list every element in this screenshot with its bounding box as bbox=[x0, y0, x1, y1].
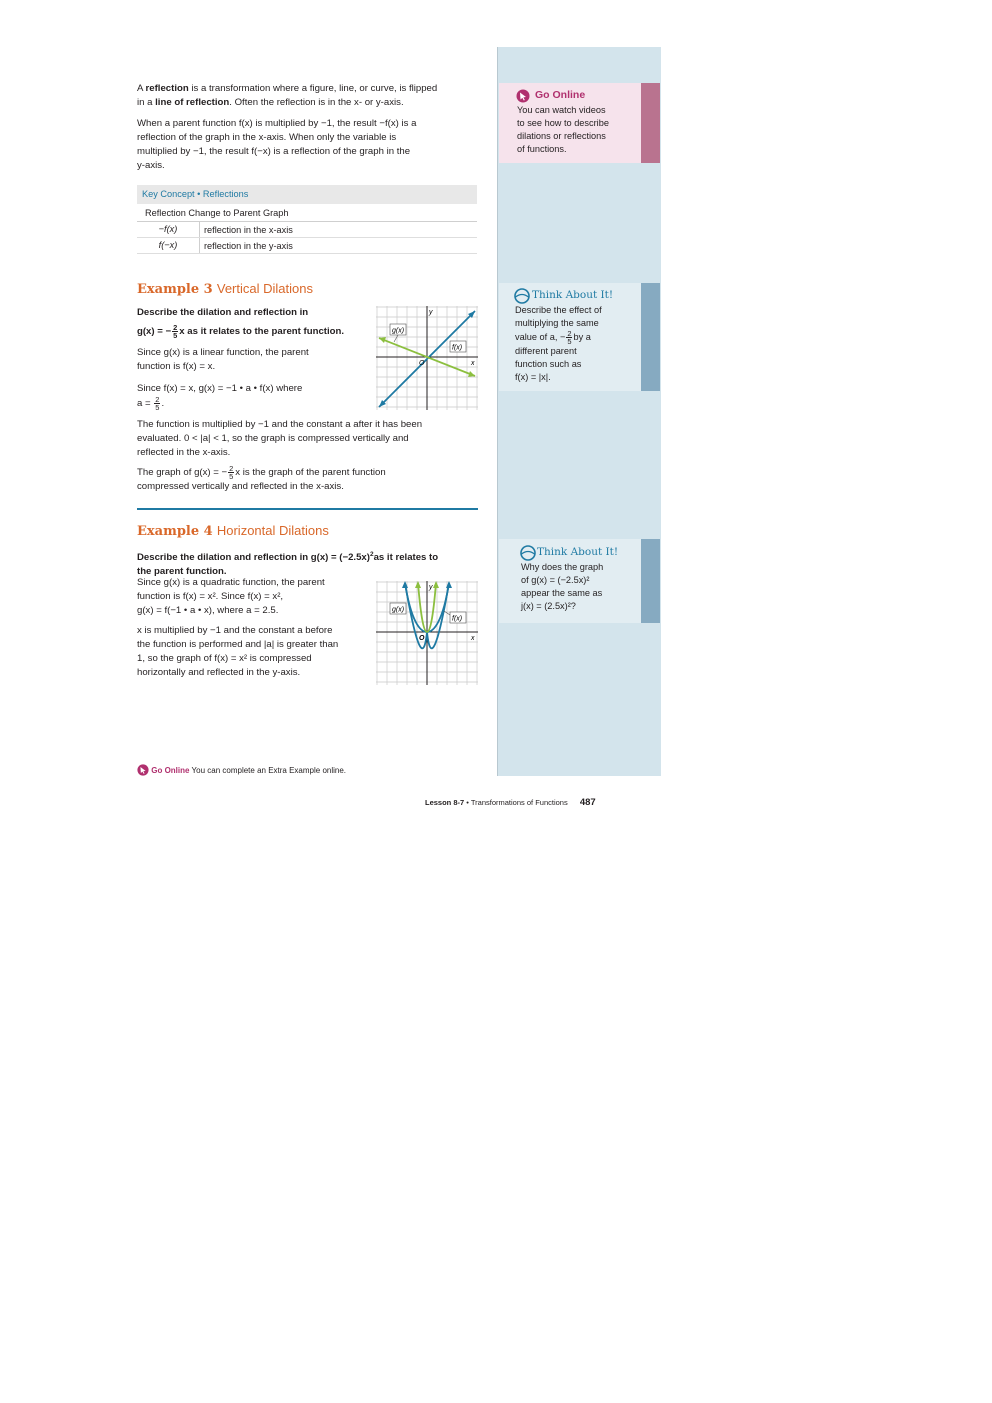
go-online-text: to see how to describe bbox=[517, 118, 609, 128]
term-line-of-reflection: line of reflection bbox=[155, 97, 230, 108]
think-about-it-box-2 bbox=[499, 539, 641, 623]
lesson-number: Lesson 8-7 bbox=[425, 798, 465, 807]
example-3-prompt: Describe the dilation and reflection in g(x) = − $\frac{2}{5}$ x as it relates to the parent function. bbox=[137, 307, 345, 340]
example-4-heading: Example 4 Horizontal Dilations bbox=[137, 523, 329, 539]
origin-label: O bbox=[419, 360, 425, 367]
cursor-icon bbox=[137, 764, 149, 776]
extra-example-text: You can complete an Extra Example online. bbox=[191, 766, 347, 775]
example-3-graph bbox=[376, 306, 478, 410]
go-online-text: of functions. bbox=[517, 144, 567, 154]
g-label: g(x) bbox=[392, 606, 405, 614]
page-number: 487 bbox=[579, 797, 596, 808]
fraction: $\frac{2}{5}$ bbox=[229, 464, 234, 481]
example-4-text-2: x is multiplied by −1 and the constant a before the function is performed and |a| is greater than 1, so the graph of f(x) = x² is compressed horizontally and reflected in the y-axis. bbox=[137, 625, 339, 678]
f-label: f(x) bbox=[452, 615, 463, 623]
fraction: $\frac{2}{5}$ bbox=[155, 395, 160, 412]
example-3-heading: Example 3 Vertical Dilations bbox=[137, 281, 313, 297]
think-text: appear the same as bbox=[521, 588, 603, 598]
think-text: Why does the graph bbox=[521, 562, 604, 572]
think-text: Describe the effect of bbox=[515, 305, 602, 315]
example-3-text-2: Since f(x) = x, g(x) = −1 • a • f(x) where a = $\frac{2}{5}$ . bbox=[137, 383, 303, 412]
f-label: f(x) bbox=[452, 344, 463, 352]
example-3-text-3: The function is multiplied by −1 and the constant a after it has been evaluated. 0 < |a| < 1, so the graph is compressed vertically and reflected in the x-axis. bbox=[137, 419, 423, 458]
think-text: function such as bbox=[515, 359, 582, 369]
go-online-link[interactable]: Go Online bbox=[151, 766, 190, 775]
lightbulb-head-icon bbox=[514, 288, 530, 304]
think-text: by a bbox=[573, 331, 591, 342]
think-about-it-box-1 bbox=[499, 283, 641, 391]
think-text: multiplying the same bbox=[515, 318, 599, 328]
y-axis-label: y bbox=[429, 584, 433, 591]
arrowhead bbox=[379, 337, 386, 343]
example-4-text-1: Since g(x) is a quadratic function, the parent function is f(x) = x². Since f(x) = x², g(x) = f(−1 • a • x), where a = 2.5. bbox=[137, 577, 325, 616]
go-online-title[interactable]: Go Online bbox=[535, 89, 586, 101]
think-text: value of a, − bbox=[515, 331, 566, 342]
fraction: $\frac{2}{5}$ bbox=[173, 323, 178, 340]
fraction: $\frac{2}{5}$ bbox=[567, 329, 572, 346]
example-3-text-4: The graph of g(x) = − $\frac{2}{5}$ x is the graph of the parent function compressed vertically and reflected in the x-axis. bbox=[137, 464, 386, 493]
x-axis-label: x bbox=[471, 635, 475, 642]
think-text: different parent bbox=[515, 346, 577, 356]
go-online-text: You can watch videos bbox=[517, 105, 606, 115]
x-axis-label: x bbox=[471, 360, 475, 367]
table-row: −f(x) reflection in the x-axis bbox=[137, 222, 477, 238]
go-online-box bbox=[499, 83, 641, 163]
intro-paragraph-2: When a parent function f(x) is multiplied by −1, the result −f(x) is a reflection of the graph in the x-axis. When only the variable is multiplied by −1, the result f(−x) is a reflection of the graph in the y-axis. bbox=[137, 118, 417, 171]
extra-example-note bbox=[137, 764, 346, 777]
example-4-graph bbox=[376, 581, 478, 685]
example-3-text-1: Since g(x) is a linear function, the parent function is f(x) = x. bbox=[137, 347, 309, 372]
go-online-tab bbox=[641, 83, 660, 163]
lesson-title: Transformations of Functions bbox=[470, 798, 568, 807]
key-concept-columns: Reflection Change to Parent Graph bbox=[137, 204, 477, 222]
think-title: Think About It! bbox=[537, 546, 619, 558]
think-text: f(x) = |x|. bbox=[515, 372, 551, 382]
intro-paragraph-1: A reflection is a transformation where a figure, line, or curve, is flipped in a line of reflection. Often the reflection is in the x- or y-axis. bbox=[137, 83, 438, 108]
term-reflection: reflection bbox=[145, 83, 189, 94]
table-row: f(−x) reflection in the y-axis bbox=[137, 238, 477, 254]
y-axis-label: y bbox=[429, 309, 433, 316]
page-footer: Lesson 8-7 • Transformations of Functions 487 bbox=[425, 797, 596, 808]
think-tab bbox=[641, 283, 660, 391]
section-divider bbox=[137, 508, 478, 510]
example-4-prompt: Describe the dilation and reflection in $g(x) = (-2.5x)^2as$ it relates to the parent function. bbox=[137, 551, 439, 578]
arrowhead bbox=[468, 371, 475, 377]
think-text: j(x) = (2.5x)²? bbox=[521, 601, 576, 611]
think-tab bbox=[641, 539, 660, 623]
go-online-text: dilations or reflections bbox=[517, 131, 606, 141]
think-text: of g(x) = (−2.5x)² bbox=[521, 575, 590, 585]
g-label: g(x) bbox=[392, 327, 405, 335]
think-title: Think About It! bbox=[532, 289, 614, 301]
key-concept-header: Key Concept • Reflections bbox=[137, 185, 477, 204]
origin-label: O bbox=[419, 635, 425, 642]
cursor-icon bbox=[516, 89, 530, 103]
lightbulb-head-icon bbox=[520, 545, 536, 561]
key-concept-table bbox=[137, 185, 477, 254]
